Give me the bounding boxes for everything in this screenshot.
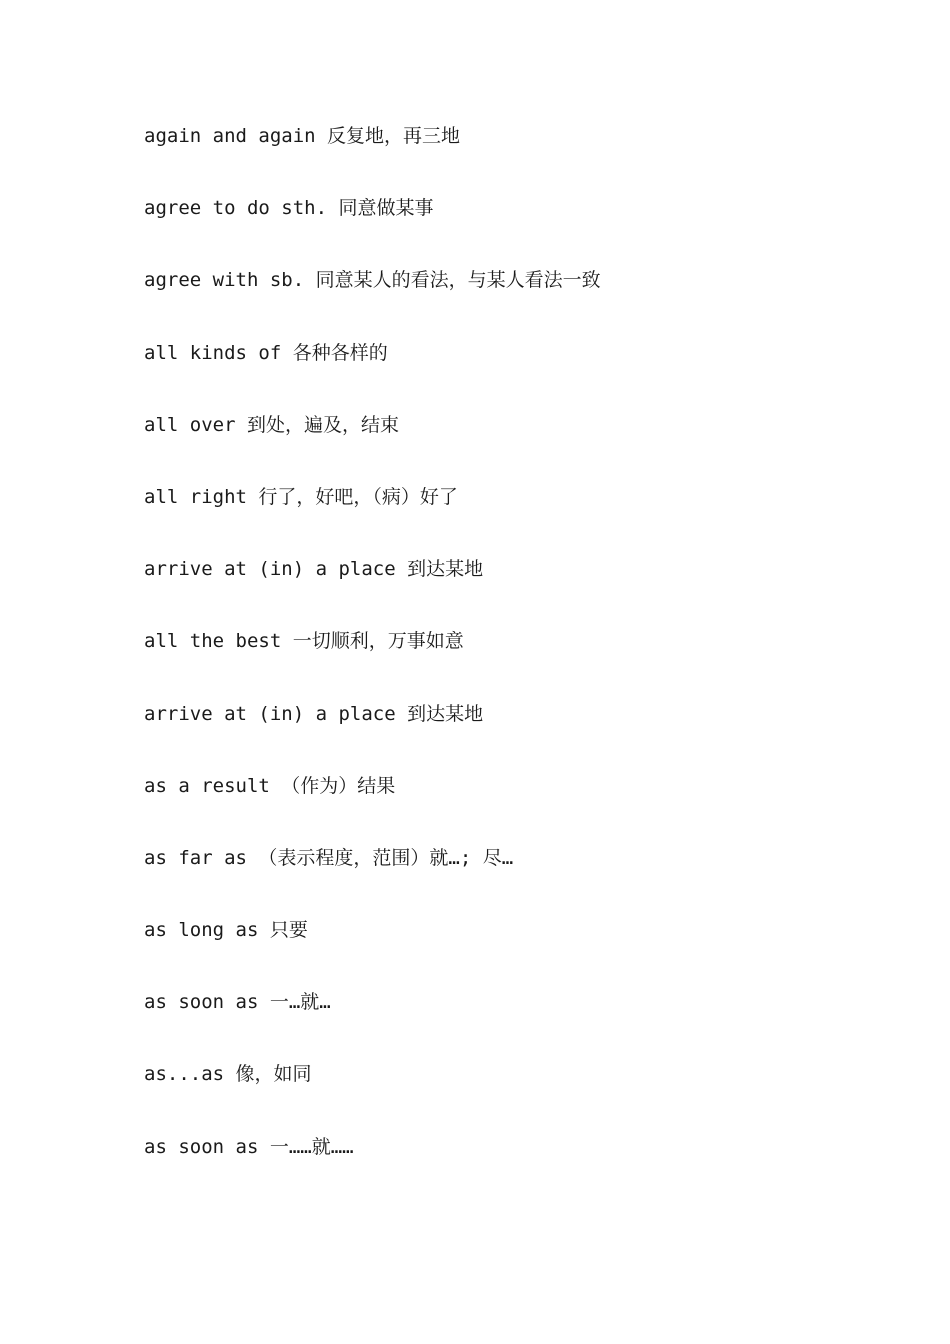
phrase-entry: agree with sb. 同意某人的看法，与某人看法一致 [144, 269, 601, 292]
phrase-entry: as soon as 一…就… [144, 991, 331, 1014]
phrase-entry: agree to do sth. 同意做某事 [144, 197, 434, 220]
phrase-entry: as a result （作为）结果 [144, 774, 396, 797]
phrase-entry: all the best 一切顺利，万事如意 [144, 630, 464, 653]
phrase-entry: all right 行了，好吧，（病）好了 [144, 485, 458, 508]
phrase-entry: arrive at (in) a place 到达某地 [144, 702, 484, 725]
phrase-entry: as...as 像，如同 [144, 1063, 312, 1086]
phrase-entry: all kinds of 各种各样的 [144, 341, 388, 364]
phrase-entry: again and again 反复地，再三地 [144, 125, 461, 147]
phrase-entry: all over 到处，遍及，结束 [144, 413, 399, 436]
phrase-entry: as long as 只要 [144, 919, 308, 942]
phrase-entry: as soon as 一……就…… [144, 1135, 354, 1158]
phrase-list [144, 118, 904, 1201]
phrase-entry: arrive at (in) a place 到达某地 [144, 558, 484, 581]
phrase-entry: as far as （表示程度，范围）就…; 尽… [144, 846, 514, 869]
